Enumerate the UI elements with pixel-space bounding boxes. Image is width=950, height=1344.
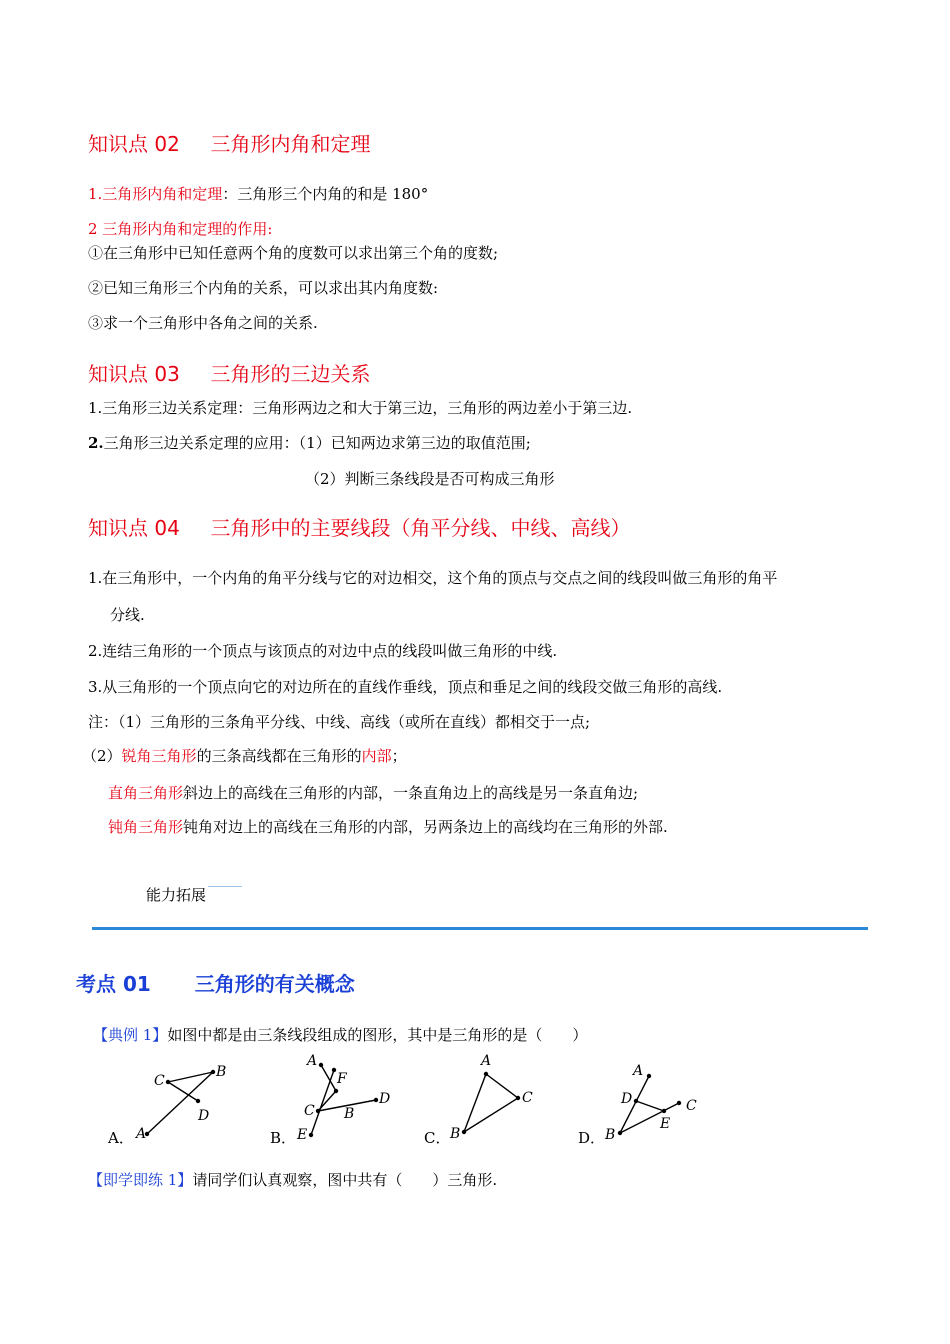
section-divider xyxy=(92,927,868,930)
option-a-figure[interactable] xyxy=(128,1058,248,1148)
example1-text: 如图中都是由三条线段组成的图形，其中是三角形的是（ ） xyxy=(167,1026,588,1044)
option-c-pt-a: A xyxy=(481,1053,492,1069)
option-a-pt-d: D xyxy=(198,1108,210,1124)
kp03-heading-title: 三角形的三边关系 xyxy=(210,362,371,386)
kp04-heading-num: 知识点 04 xyxy=(88,516,180,540)
kp04-note2-inside: 内部 xyxy=(361,747,392,765)
kp03-line3: （2）判断三条线段是否可构成三角形 xyxy=(305,470,555,488)
option-d-pt-c: C xyxy=(686,1098,697,1114)
kp04-line2: 2.连结三角形的一个顶点与该顶点的对边中点的线段叫做三角形的中线. xyxy=(88,642,558,660)
option-c-label[interactable]: C． xyxy=(424,1129,451,1147)
kp04-heading-title: 三角形中的主要线段（角平分线、中线、高线） xyxy=(210,516,631,540)
kp04-note3-right: 直角三角形 xyxy=(108,784,184,802)
option-c-pt-c: C xyxy=(522,1090,533,1106)
option-b-pt-c: C xyxy=(304,1103,315,1119)
practice1-tag: 【即学即练 1】 xyxy=(88,1171,193,1189)
kp04-note2-pre: （2） xyxy=(82,747,122,765)
option-a-pt-c: C xyxy=(154,1073,165,1089)
example1-tag: 【典例 1】 xyxy=(93,1026,168,1044)
kp02-line1 xyxy=(88,183,428,204)
kp03-heading-num: 知识点 03 xyxy=(88,362,180,386)
option-a-pt-b: B xyxy=(216,1064,227,1080)
kd01-heading xyxy=(76,968,355,997)
practice1-stem xyxy=(88,1169,497,1190)
kp02-heading-num: 知识点 02 xyxy=(88,132,180,156)
kp04-note2-end: ； xyxy=(391,747,407,765)
practice1-text: 请同学们认真观察，图中共有（ ）三角形. xyxy=(192,1171,498,1189)
option-b-figure[interactable] xyxy=(290,1048,410,1148)
kp03-line1: 1.三角形三边关系定理：三角形两边之和大于第三边，三角形的两边差小于第三边. xyxy=(88,399,633,417)
option-b-label[interactable]: B． xyxy=(270,1129,297,1147)
kp04-note4 xyxy=(108,816,668,837)
kd01-heading-num: 考点 01 xyxy=(76,972,151,996)
kp02-heading xyxy=(88,128,371,157)
kp02-line3: ①在三角形中已知任意两个角的度数可以求出第三个角的度数; xyxy=(88,244,499,262)
kp03-line2-num: 2. xyxy=(88,434,104,452)
kp04-line1a: 1.在三角形中，一个内角的角平分线与它的对边相交，这个角的顶点与交点之间的线段叫做三角形的角平 xyxy=(88,569,778,587)
option-d-pt-e: E xyxy=(660,1116,671,1132)
option-b-pt-f: F xyxy=(337,1071,347,1087)
kp04-note2 xyxy=(82,745,407,766)
option-d-pt-d: D xyxy=(621,1091,633,1107)
option-b-pt-a: A xyxy=(307,1053,318,1069)
kp03-heading xyxy=(88,358,371,387)
kp04-note2-acute: 锐角三角形 xyxy=(121,747,197,765)
kp02-line2: 2 三角形内角和定理的作用: xyxy=(88,220,273,238)
kp02-line5: ③求一个三角形中各角之间的关系. xyxy=(88,314,318,332)
kp04-note: 注：（1）三角形的三条角平分线、中线、高线（或所在直线）都相交于一点; xyxy=(88,713,591,731)
option-a-label[interactable]: A． xyxy=(108,1129,134,1147)
option-b-pt-b: B xyxy=(344,1106,355,1122)
kp04-note3 xyxy=(108,782,638,803)
option-c-pt-b: B xyxy=(450,1126,461,1142)
option-d-label[interactable]: D． xyxy=(578,1129,606,1147)
option-b-pt-e: E xyxy=(297,1127,308,1143)
option-d-figure[interactable] xyxy=(598,1058,708,1148)
kd01-heading-title: 三角形的有关概念 xyxy=(194,972,355,996)
kp04-heading xyxy=(88,512,631,541)
kp03-line2 xyxy=(88,432,531,453)
option-b-pt-d: D xyxy=(379,1091,391,1107)
kp02-line4: ②已知三角形三个内角的关系，可以求出其内角度数: xyxy=(88,279,439,297)
kp04-note4-text: 钝角对边上的高线在三角形的内部，另两条边上的高线均在三角形的外部. xyxy=(183,818,668,836)
kp04-note4-obtuse: 钝角三角形 xyxy=(108,818,184,836)
kp02-heading-title: 三角形内角和定理 xyxy=(210,132,371,156)
kp02-line1-term: 1.三角形内角和定理 xyxy=(88,185,223,203)
kp04-line1b: 分线. xyxy=(110,606,145,624)
option-d-pt-a: A xyxy=(633,1063,644,1079)
kp04-note3-text: 斜边上的高线在三角形的内部，一条直角边上的高线是另一条直角边; xyxy=(183,784,639,802)
option-a-pt-a: A xyxy=(136,1126,147,1142)
example1-stem xyxy=(93,1024,587,1045)
ability-tab-underline xyxy=(208,886,242,887)
kp03-line2-text: 三角形三边关系定理的应用：（1）已知两边求第三边的取值范围; xyxy=(103,434,531,452)
kp04-line3: 3.从三角形的一个顶点向它的对边所在的直线作垂线，顶点和垂足之间的线段交做三角形的高线. xyxy=(88,678,723,696)
option-c-figure[interactable] xyxy=(444,1048,554,1148)
option-d-pt-b: B xyxy=(605,1127,616,1143)
ability-tab: 能力拓展 xyxy=(146,886,207,904)
kp04-note2-mid: 的三条高线都在三角形的 xyxy=(196,747,362,765)
kp02-line1-text: ：三角形三个内角的和是 180° xyxy=(222,185,429,203)
